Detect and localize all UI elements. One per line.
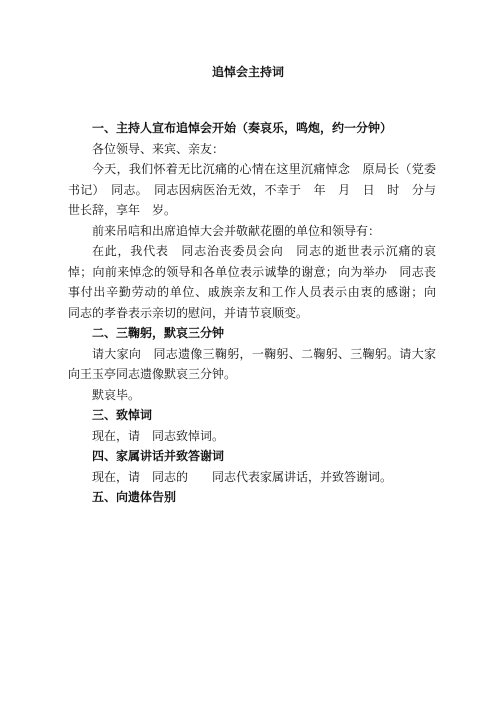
section-heading-3: 三、致悼词 [92,408,153,422]
section-heading-4: 四、家属讲话并致答谢词 [92,449,225,463]
section-heading-1: 一、主持人宣布追悼会开始（奏哀乐，鸣炮，约一分钟） [92,121,393,135]
section-heading-5: 五、向遗体告别 [92,490,177,504]
section-heading-2: 二、三鞠躬，默哀三分钟 [92,326,225,340]
paragraph: 在此，我代表 同志治丧委员会向 同志的逝世表示沉痛的哀悼；向前来悼念的领导和各单位表示诚挚的谢意；向为举办 同志丧事付出辛勤劳动的单位、戚族亲友和工作人员表示由衷的感谢；向 同志的孝眷表示亲切的慰问，并请节哀顺变。 [68,244,449,320]
paragraph: 今天，我们怀着无比沉痛的心情在这里沉痛悼念 原局长（党委书记） 同志。 同志因病医治无效，不幸于 年 月 日 时 分与世长辞，享年 岁。 [68,162,436,217]
paragraph: 请大家向 同志遗像三鞠躬，一鞠躬、二鞠躬、三鞠躬。请大家向王玉亭同志遗像默哀三分钟。 [68,346,436,381]
paragraph: 现在，请 同志致悼词。 [92,428,225,443]
paragraph: 各位领导、来宾、亲友： [92,141,225,156]
paragraph: 默哀毕。 [92,387,141,402]
document-title: 追悼会主持词 [211,65,284,79]
paragraph: 前来吊唁和出席追悼大会并敬献花圈的单位和领导有： [92,223,381,238]
paragraph: 现在，请 同志的 同志代表家属讲话，并致答谢词。 [92,469,393,484]
document-body [68,118,449,508]
